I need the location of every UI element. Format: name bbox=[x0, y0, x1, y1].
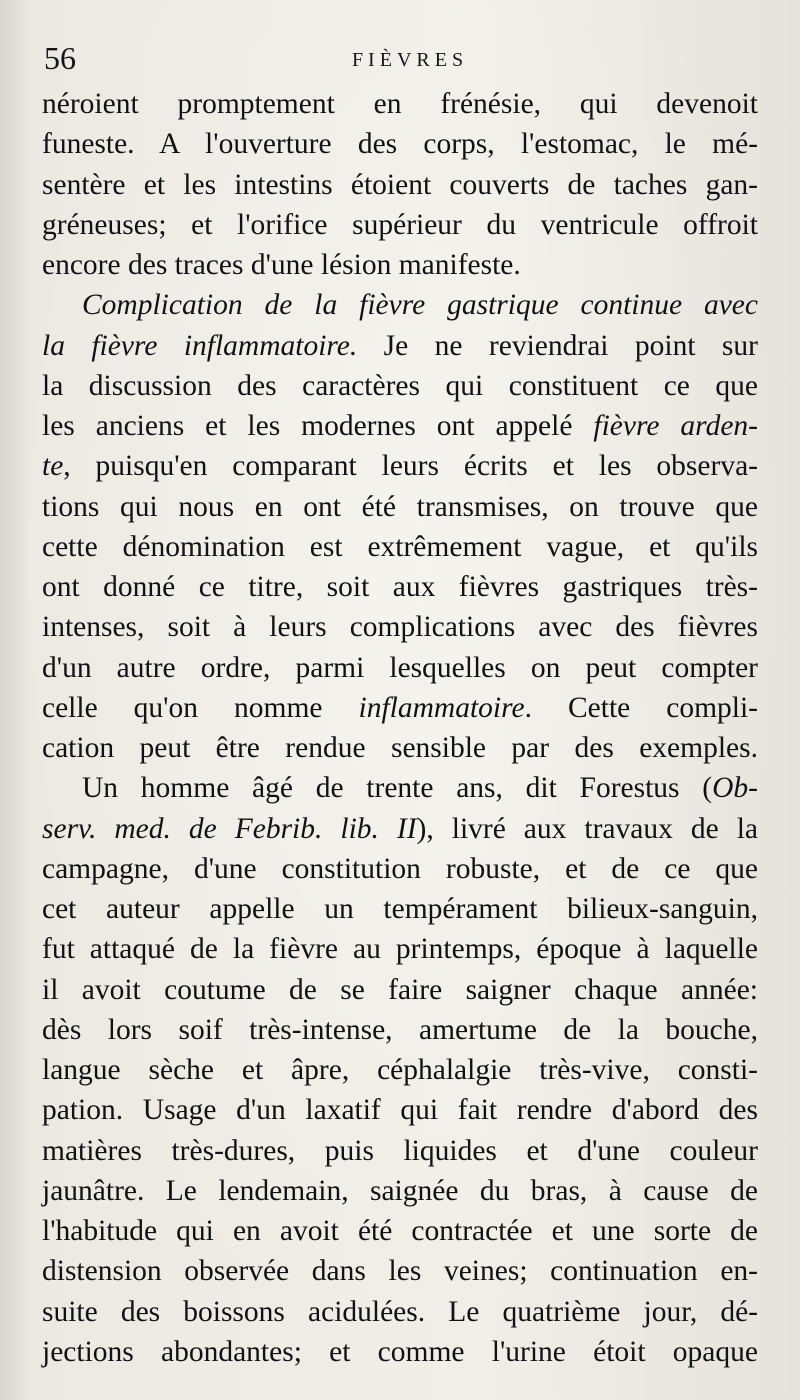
text-line bbox=[42, 1171, 758, 1211]
text-segment: campagne, d'une constitution robuste, et de ce que bbox=[42, 852, 758, 885]
text-line bbox=[42, 527, 758, 567]
text-line bbox=[42, 84, 758, 124]
italic-text: fièvre arden- bbox=[593, 410, 758, 442]
text-line bbox=[42, 1090, 758, 1130]
italic-text: serv. med. de Febrib. lib. II bbox=[42, 812, 417, 845]
text-segment: fut attaqué de la fièvre au printemps, époque à laquelle bbox=[42, 933, 758, 966]
text-segment: jections abondantes; et comme l'urine étoit opaque bbox=[42, 1335, 758, 1368]
text-line bbox=[42, 487, 758, 527]
page-number: 56 bbox=[44, 40, 76, 76]
text-line bbox=[42, 245, 758, 285]
text-segment: ), livré aux travaux de la bbox=[416, 812, 758, 845]
text-line bbox=[42, 1050, 758, 1090]
text-segment: cation peut être rendue sensible par des exemples. bbox=[42, 732, 758, 764]
text-segment: jaunâtre. Le lendemain, saignée du bras, à cause de bbox=[42, 1174, 758, 1207]
text-line bbox=[42, 285, 758, 325]
text-segment: langue sèche et âpre, céphalalgie très-vive, consti- bbox=[42, 1054, 758, 1086]
text-line bbox=[42, 768, 758, 808]
text-line bbox=[42, 567, 758, 607]
text-segment: tions qui nous en ont été transmises, on trouve que bbox=[42, 490, 758, 523]
text-line bbox=[42, 889, 758, 929]
text-segment: suite des boissons acidulées. Le quatrième jour, dé- bbox=[42, 1295, 758, 1328]
text-line bbox=[42, 1131, 758, 1171]
text-segment: ont donné ce titre, soit aux fièvres gastriques très- bbox=[42, 571, 758, 603]
text-line bbox=[42, 1292, 758, 1332]
text-segment: la discussion des caractères qui constituent ce que bbox=[42, 369, 758, 402]
text-line bbox=[42, 849, 758, 889]
text-segment: funeste. A l'ouverture des corps, l'estomac, le mé- bbox=[42, 128, 758, 161]
italic-text: te bbox=[42, 450, 64, 483]
text-line bbox=[42, 326, 758, 366]
text-segment: l'habitude qui en avoit été contractée et une sorte de bbox=[42, 1215, 758, 1247]
italic-text: inflammatoire bbox=[358, 691, 525, 724]
text-segment: intenses, soit à leurs complications avec des fièvres bbox=[42, 611, 758, 644]
text-segment: les anciens et les modernes ont appelé bbox=[42, 410, 594, 442]
running-title: FIÈVRES bbox=[351, 49, 469, 71]
text-segment: encore des traces d'une lésion manifeste. bbox=[42, 249, 521, 281]
text-line bbox=[42, 366, 758, 406]
text-line bbox=[42, 406, 758, 446]
text-segment: il avoit coutume de se faire saigner chaque année: bbox=[42, 973, 758, 1006]
text-segment: gréneuses; et l'orifice supérieur du ventricule offroit bbox=[42, 208, 758, 241]
text-segment: néroient promptement en frénésie, qui devenoit bbox=[42, 88, 758, 120]
italic-text: Complication de la fièvre gastrique continue avec bbox=[82, 289, 758, 322]
text-line bbox=[42, 165, 758, 205]
text-segment: sentère et les intestins étoient couverts de taches gan- bbox=[42, 168, 758, 201]
text-line bbox=[42, 648, 758, 688]
text-line bbox=[42, 970, 758, 1010]
text-segment: celle qu'on nomme bbox=[42, 691, 359, 724]
text-line bbox=[42, 1010, 758, 1050]
italic-text: la fièvre inflammatoire. bbox=[42, 329, 358, 362]
text-line bbox=[42, 1251, 758, 1291]
text-line bbox=[42, 607, 758, 647]
text-line bbox=[42, 1211, 758, 1251]
text-line bbox=[42, 688, 758, 728]
text-segment: Un homme âgé de trente ans, dit Forestus ( bbox=[82, 772, 713, 805]
text-segment: Je ne reviendrai point sur bbox=[357, 329, 758, 362]
text-line bbox=[42, 446, 758, 486]
text-segment: d'un autre ordre, parmi lesquelles on peut compter bbox=[42, 651, 758, 684]
text-line bbox=[42, 728, 758, 768]
text-segment: , puisqu'en comparant leurs écrits et les observa- bbox=[63, 450, 758, 483]
italic-text: Ob- bbox=[712, 772, 758, 805]
text-segment: cette dénomination est extrêmement vague, et qu'ils bbox=[42, 530, 758, 563]
text-segment: distension observée dans les veines; continuation en- bbox=[42, 1255, 758, 1288]
text-segment: pation. Usage d'un laxatif qui fait rendre d'abord des bbox=[42, 1094, 758, 1127]
page-header bbox=[0, 38, 800, 82]
text-line bbox=[42, 124, 758, 164]
text-line bbox=[42, 929, 758, 969]
text-line bbox=[42, 205, 758, 245]
text-line bbox=[42, 1332, 758, 1372]
text-segment: cet auteur appelle un tempérament bilieux-sanguin, bbox=[42, 893, 758, 925]
text-segment: . Cette compli- bbox=[524, 691, 758, 724]
text-line bbox=[42, 809, 758, 849]
text-segment: dès lors soif très-intense, amertume de la bouche, bbox=[42, 1013, 758, 1046]
body-text bbox=[42, 84, 758, 1372]
text-segment: matières très-dures, puis liquides et d'une couleur bbox=[42, 1134, 758, 1167]
